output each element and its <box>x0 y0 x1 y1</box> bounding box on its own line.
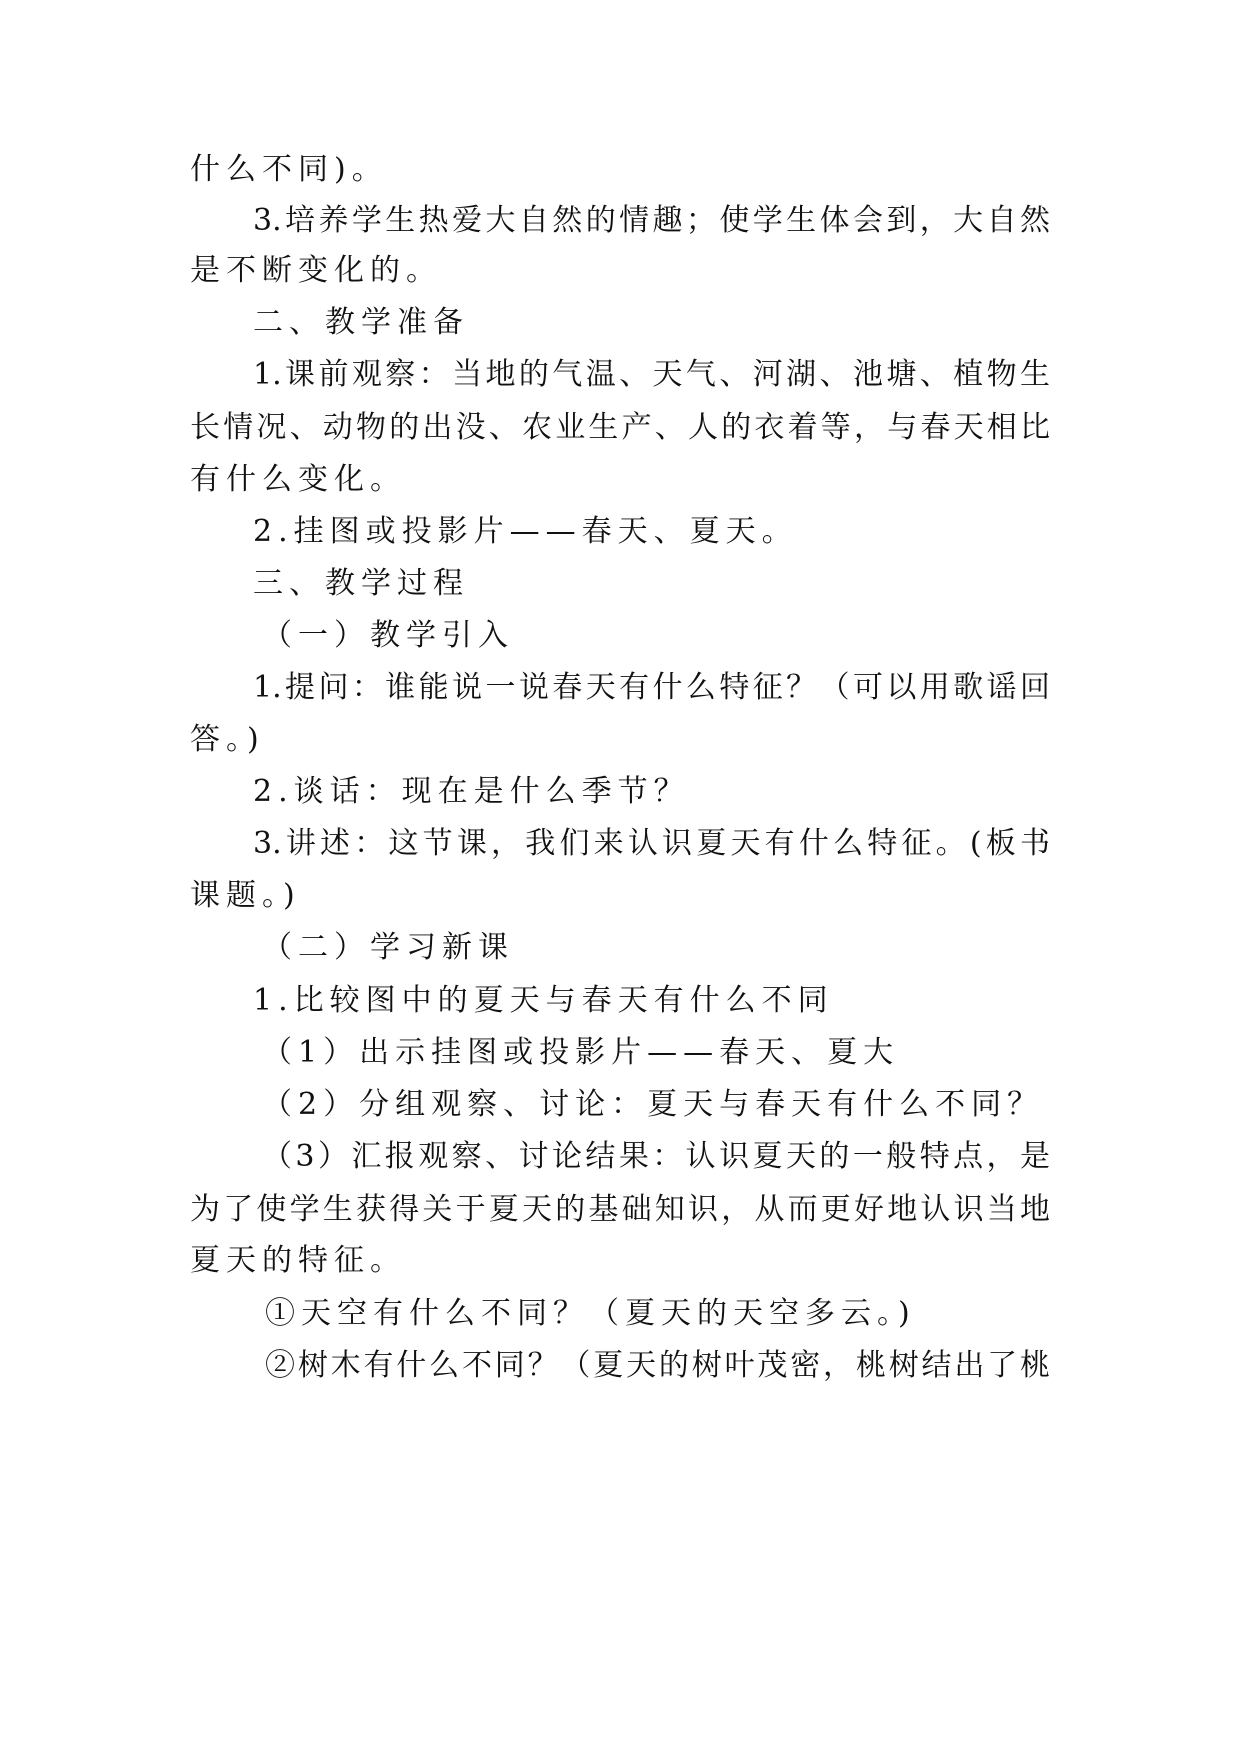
text-line: 1.课前观察：当地的气温、天气、河湖、池塘、植物生 <box>253 357 1050 392</box>
text-line: 有什么变化。 <box>190 462 406 497</box>
section-heading: 三、教学过程 <box>253 566 469 601</box>
subsection-heading: （二）学习新课 <box>262 930 514 965</box>
list-item: （1）出示挂图或投影片——春天、夏大 <box>262 1035 900 1070</box>
text-line: 为了使学生获得关于夏天的基础知识，从而更好地认识当地 <box>190 1192 1050 1227</box>
text-line: 3.培养学生热爱大自然的情趣；使学生体会到，大自然 <box>253 203 1050 238</box>
text-line: 1.提问：谁能说一说春天有什么特征？（可以用歌谣回 <box>253 670 1050 705</box>
text-line: 3.讲述：这节课，我们来认识夏天有什么特征。(板书 <box>253 826 1050 861</box>
text-line: 2.挂图或投影片——春天、夏天。 <box>253 514 798 549</box>
text-line: 1.比较图中的夏天与春天有什么不同 <box>253 983 834 1018</box>
section-heading: 二、教学准备 <box>253 305 469 340</box>
text-line: 夏天的特征。 <box>190 1243 406 1278</box>
text-line: 什么不同)。 <box>190 152 388 187</box>
text-line: 答。) <box>190 722 265 757</box>
list-item: （3）汇报观察、讨论结果：认识夏天的一般特点，是 <box>262 1139 1050 1174</box>
subsection-heading: （一）教学引入 <box>262 618 514 653</box>
list-item: （2）分组观察、讨论：夏天与春天有什么不同？ <box>262 1087 1044 1122</box>
list-item: ②树木有什么不同？（夏天的树叶茂密，桃树结出了桃 <box>265 1348 1050 1383</box>
text-line: 是不断变化的。 <box>190 253 442 288</box>
text-line: 长情况、动物的出没、农业生产、人的衣着等，与春天相比 <box>190 410 1050 445</box>
text-line: 课题。) <box>190 878 301 913</box>
list-item: ①天空有什么不同？（夏天的天空多云。) <box>265 1296 916 1331</box>
text-line: 2.谈话：现在是什么季节？ <box>253 774 690 809</box>
